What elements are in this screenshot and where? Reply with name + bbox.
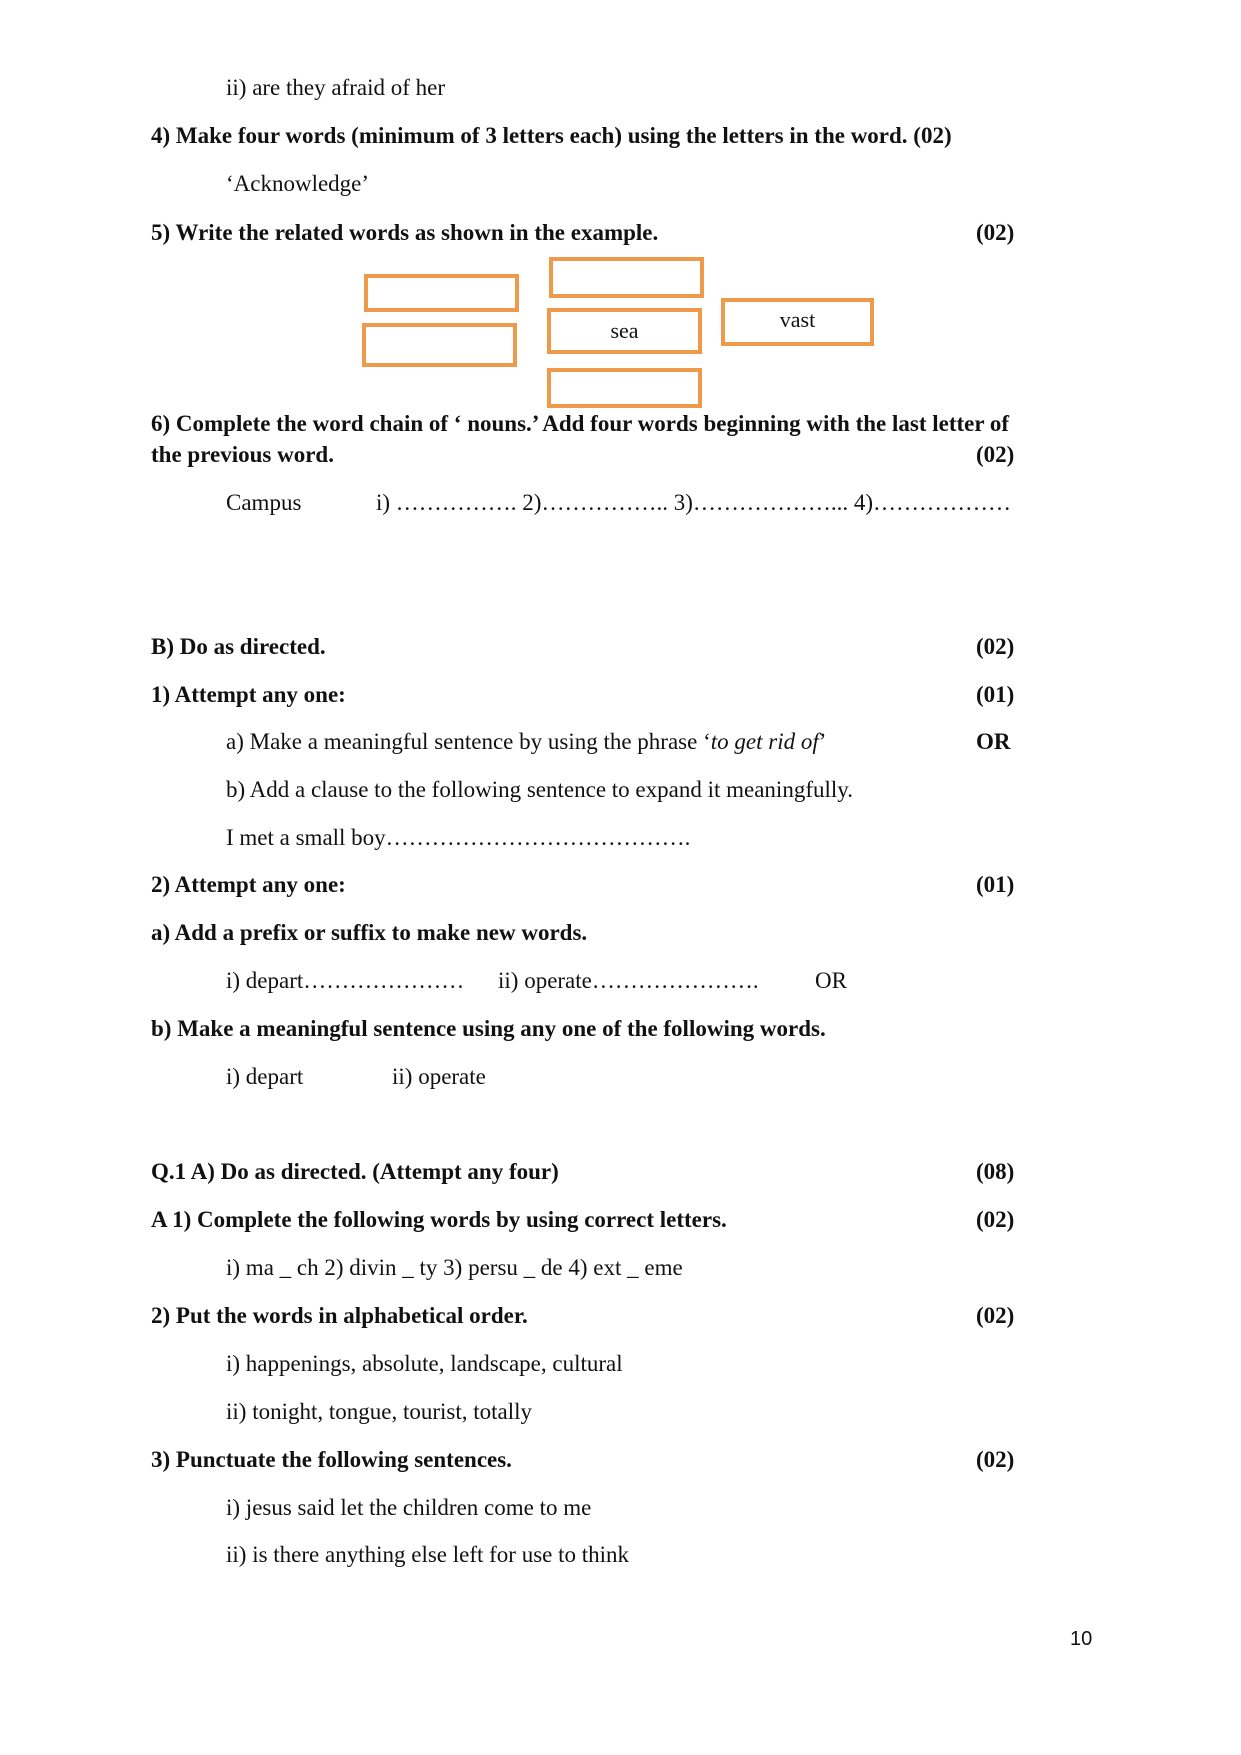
- page-number: 10: [1070, 1628, 1093, 1650]
- a1-title: A 1) Complete the following words by using correct letters.: [151, 1207, 727, 1232]
- b2-a-or: OR: [815, 968, 847, 993]
- word-box-center-top[interactable]: [549, 257, 704, 298]
- section-b-marks: (02): [976, 634, 1015, 659]
- q6-marks: (02): [976, 442, 1015, 467]
- b1-marks: (01): [976, 682, 1015, 707]
- a1-items: i) ma _ ch 2) divin _ ty 3) persu _ de 4) ext _ eme: [226, 1255, 683, 1280]
- b1-a-suffix: ’: [818, 729, 827, 754]
- q1a-title: Q.1 A) Do as directed. (Attempt any four): [151, 1159, 559, 1184]
- b2-title: 2) Attempt any one:: [151, 872, 346, 897]
- b2-b-title: b) Make a meaningful sentence using any one of the following words.: [151, 1016, 826, 1041]
- q5-title: 5) Write the related words as shown in the example.: [151, 220, 659, 245]
- a2-marks: (02): [976, 1303, 1015, 1328]
- word-box-example: vast: [721, 298, 874, 346]
- a1-marks: (02): [976, 1207, 1015, 1232]
- word-box-left-top[interactable]: [364, 274, 519, 312]
- b2-b-ii: ii) operate: [392, 1064, 486, 1089]
- b1-or: OR: [976, 729, 1011, 754]
- q1a-marks: (08): [976, 1159, 1015, 1184]
- b2-marks: (01): [976, 872, 1015, 897]
- b1-a-phrase: to get rid of: [710, 729, 819, 754]
- word-box-center-bottom[interactable]: [547, 368, 702, 408]
- b2-a-ii: ii) operate………………….: [498, 968, 759, 993]
- word-box-center: sea: [547, 308, 702, 354]
- b1-title: 1) Attempt any one:: [151, 682, 346, 707]
- q4-word: ‘Acknowledge’: [226, 171, 370, 196]
- a3-marks: (02): [976, 1447, 1015, 1472]
- a3-ii: ii) is there anything else left for use to think: [226, 1542, 630, 1567]
- a2-title: 2) Put the words in alphabetical order.: [151, 1303, 528, 1328]
- a2-ii: ii) tonight, tongue, tourist, totally: [226, 1399, 533, 1424]
- b1-option-b: b) Add a clause to the following sentence to expand it meaningfully.: [226, 777, 854, 802]
- section-b-title: B) Do as directed.: [151, 634, 326, 659]
- q6-title-line1: 6) Complete the word chain of ‘ nouns.’ Add four words beginning with the last letter of: [151, 411, 1010, 436]
- word-box-left-bottom[interactable]: [362, 323, 517, 367]
- b2-a-title: a) Add a prefix or suffix to make new words.: [151, 920, 588, 945]
- b2-b-i: i) depart: [226, 1064, 304, 1089]
- b1-a-prefix: a) Make a meaningful sentence by using the phrase ‘: [226, 729, 711, 754]
- b1-option-a: [226, 728, 826, 756]
- q3-option-ii: ii) are they afraid of her: [226, 75, 446, 100]
- b2-a-i: i) depart…………………: [226, 968, 465, 993]
- a3-i: i) jesus said let the children come to me: [226, 1495, 592, 1520]
- q6-chain-blanks: i) ……………. 2)…………….. 3)………………... 4)………………: [376, 490, 1012, 515]
- q4-title: 4) Make four words (minimum of 3 letters each) using the letters in the word. (02): [151, 123, 952, 148]
- a2-i: i) happenings, absolute, landscape, cultural: [226, 1351, 623, 1376]
- q6-title-line2: the previous word.: [151, 442, 334, 467]
- b1-sentence: I met a small boy………………………………….: [226, 825, 691, 850]
- a3-title: 3) Punctuate the following sentences.: [151, 1447, 512, 1472]
- q6-start-word: Campus: [226, 490, 302, 515]
- q5-marks: (02): [976, 220, 1015, 245]
